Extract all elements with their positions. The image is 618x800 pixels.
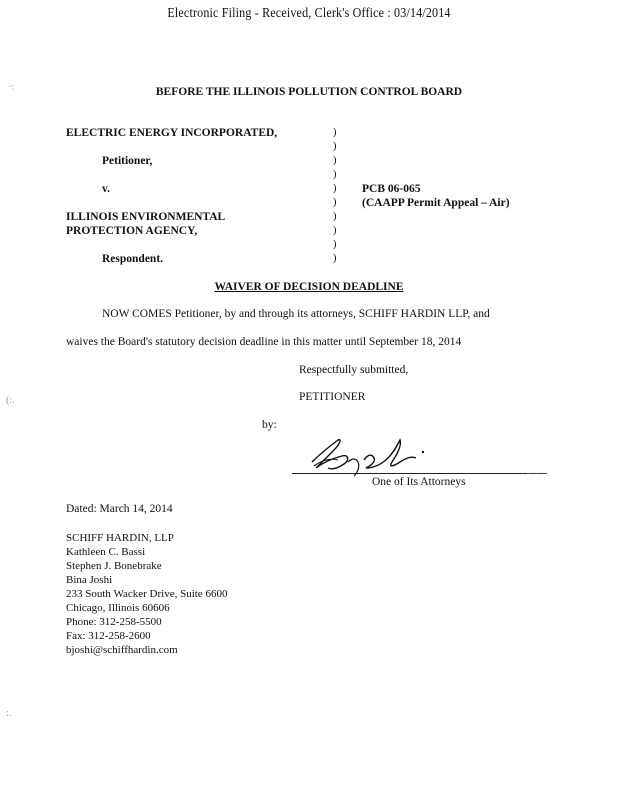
margin-mark: ·: — [8, 82, 15, 93]
petitioner-label: Petitioner, — [102, 155, 153, 167]
body-line-2: waives the Board's statutory decision deadline in this matter until September 18, 2014 — [66, 336, 462, 348]
party-respondent-line2: PROTECTION AGENCY, — [66, 225, 198, 237]
signature-line — [292, 473, 547, 474]
attorney-name: Kathleen C. Bassi — [66, 546, 146, 558]
firm-fax: Fax: 312-258-2600 — [66, 630, 151, 642]
party-respondent-line1: ILLINOIS ENVIRONMENTAL — [66, 211, 226, 223]
case-number: PCB 06-065 — [362, 183, 421, 195]
firm-city: Chicago, Illinois 60606 — [66, 602, 170, 614]
handwritten-signature — [308, 432, 438, 482]
document-title: WAIVER OF DECISION DEADLINE — [214, 281, 404, 293]
versus: v. — [102, 183, 110, 195]
margin-mark: :. — [6, 708, 12, 719]
firm-street: 233 South Wacker Drive, Suite 6600 — [66, 588, 228, 600]
margin-mark: (:. — [6, 395, 15, 406]
firm-name: SCHIFF HARDIN, LLP — [66, 532, 174, 544]
body-line-1: NOW COMES Petitioner, by and through its attorneys, SCHIFF HARDIN LLP, and — [102, 308, 490, 320]
closing: Respectfully submitted, — [299, 364, 409, 376]
signer-caption: One of Its Attorneys — [372, 476, 466, 488]
respondent-label: Respondent. — [102, 253, 164, 265]
firm-block — [66, 531, 227, 657]
party-petitioner: ELECTRIC ENERGY INCORPORATED, — [66, 127, 278, 139]
by-label: by: — [262, 419, 277, 431]
firm-email[interactable]: bjoshi@schiffhardin.com — [66, 644, 178, 656]
attorney-name: Bina Joshi — [66, 574, 113, 586]
filing-header: Electronic Filing - Received, Clerk's Office : 03/14/2014 — [167, 6, 451, 21]
case-type: (CAAPP Permit Appeal – Air) — [362, 197, 510, 209]
firm-phone: Phone: 312-258-5500 — [66, 616, 162, 628]
dated: Dated: March 14, 2014 — [66, 503, 173, 515]
board-title: BEFORE THE ILLINOIS POLLUTION CONTROL BOARD — [155, 86, 463, 98]
signature-party: PETITIONER — [299, 391, 366, 403]
caption-parens: ) ) ) ) ) ) ) ) ) ) — [333, 127, 337, 264]
attorney-name: Stephen J. Bonebrake — [66, 560, 162, 572]
